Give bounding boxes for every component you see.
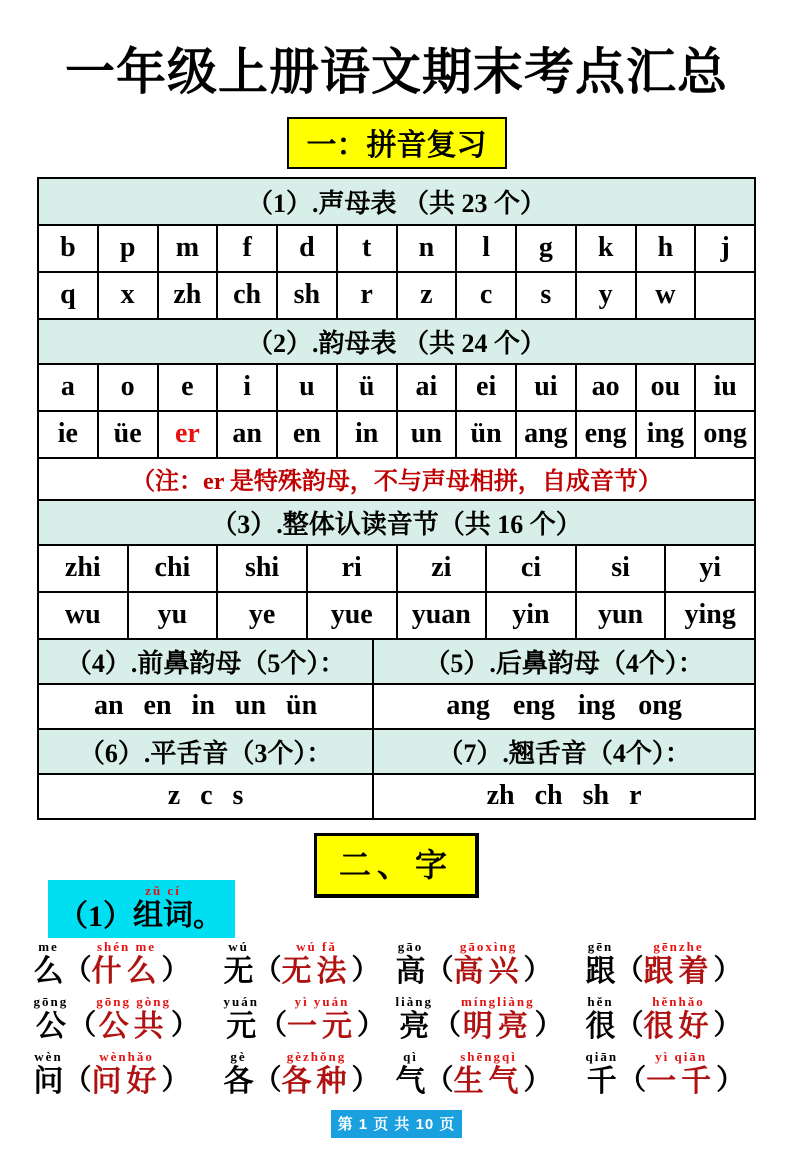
section-1-badge: 一：拼音复习 <box>287 117 507 169</box>
pinyin-cell: ri <box>306 546 396 591</box>
word-item <box>224 940 396 988</box>
pinyin-cell-er-highlight: er <box>157 412 217 457</box>
pinyin-cell: ü <box>336 365 396 410</box>
pinyin-cell: yin <box>485 593 575 638</box>
pinyin-cell: ai <box>396 365 456 410</box>
close-paren: ） <box>161 955 190 987</box>
prompt-char: 各 <box>223 1064 254 1098</box>
pinyin-cell: ong <box>694 412 754 457</box>
word-item <box>34 1050 224 1098</box>
tongue-values-row <box>39 773 754 818</box>
answer-pinyin: gēnzhe <box>653 938 704 954</box>
pinyin-cell: ye <box>216 593 306 638</box>
section-2-badge: 二、字 <box>314 833 479 898</box>
close-paren: ） <box>523 955 552 987</box>
answer-pinyin: yì qiān <box>655 1048 708 1064</box>
pinyin-cell: ci <box>485 546 575 591</box>
answer-word: 什么 <box>91 954 162 988</box>
flat-tongue-header: （6）.平舌音（3个）： <box>39 730 372 773</box>
close-paren: ） <box>351 955 380 987</box>
prompt-char: 问 <box>33 1064 64 1098</box>
pinyin-cell: y <box>575 273 635 318</box>
page-title: 一年级上册语文期末考点汇总 <box>65 44 728 100</box>
nasal-headers-row <box>39 638 754 683</box>
prompt-char: 高 <box>395 954 426 988</box>
open-paren: （ <box>425 955 454 987</box>
prompt-pinyin: gè <box>230 1048 247 1064</box>
prompt-char: 么 <box>33 954 64 988</box>
pinyin-cell: ün <box>455 412 515 457</box>
curled-tongue-header: （7）.翘舌音（4个）： <box>372 730 754 773</box>
prompt-char: 千 <box>586 1064 617 1098</box>
word-item <box>586 995 760 1043</box>
pinyin-cell: ang <box>515 412 575 457</box>
answer-word: 高兴 <box>453 954 524 988</box>
close-paren: ） <box>716 1065 745 1097</box>
close-paren: ） <box>713 1010 742 1042</box>
pinyin-cell: e <box>157 365 217 410</box>
open-paren: （ <box>63 955 92 987</box>
pinyin-cell: yi <box>664 546 754 591</box>
prompt-char: 亮 <box>399 1009 430 1043</box>
prompt-pinyin: liàng <box>395 993 433 1009</box>
flat-tongue-values: z c s <box>167 780 244 811</box>
open-paren: （ <box>615 955 644 987</box>
syllables-header: （3）.整体认读音节（共 16 个） <box>39 499 754 544</box>
word-item <box>396 1050 586 1098</box>
prompt-pinyin: gēn <box>587 938 614 954</box>
pinyin-cell: ei <box>455 365 515 410</box>
close-paren: ） <box>713 955 742 987</box>
close-paren: ） <box>356 1010 385 1042</box>
pinyin-cell: u <box>276 365 336 410</box>
pinyin-cell: üe <box>97 412 157 457</box>
close-paren: ） <box>161 1065 190 1097</box>
back-nasal-header: （5）.后鼻韵母（4个）： <box>372 640 754 683</box>
answer-word: 很好 <box>643 1009 714 1043</box>
pinyin-cell: r <box>336 273 396 318</box>
pinyin-cell: ie <box>57 418 78 449</box>
pinyin-cell: in <box>336 412 396 457</box>
pinyin-cell: m <box>157 226 217 271</box>
pinyin-cell: ch <box>216 273 276 318</box>
word-item <box>34 995 224 1043</box>
answer-word: 无法 <box>281 954 352 988</box>
pinyin-cell: i <box>216 365 276 410</box>
pinyin-cell: n <box>396 226 456 271</box>
answer-word: 明亮 <box>462 1009 533 1043</box>
pinyin-cell: q <box>60 279 76 310</box>
pinyin-cell: ou <box>635 365 695 410</box>
word-item <box>224 1050 396 1098</box>
pinyin-cell: c <box>455 273 515 318</box>
pinyin-cell: zh <box>157 273 217 318</box>
pinyin-cell: un <box>396 412 456 457</box>
worksheet-page <box>0 44 793 1166</box>
answer-word: 一千 <box>646 1064 717 1098</box>
curled-tongue-values: zh ch sh r <box>372 775 754 818</box>
prompt-pinyin: hěn <box>587 993 614 1009</box>
open-paren: （ <box>618 1065 647 1097</box>
nasal-values-row <box>39 683 754 728</box>
pinyin-cell: x <box>97 273 157 318</box>
word-formation-grid <box>34 940 760 1098</box>
pinyin-cell: j <box>694 226 754 271</box>
pinyin-cell: b <box>60 232 76 263</box>
open-paren: （ <box>258 1010 287 1042</box>
open-paren: （ <box>68 1010 97 1042</box>
pinyin-cell: p <box>97 226 157 271</box>
answer-word: 各种 <box>281 1064 352 1098</box>
prompt-pinyin: wèn <box>34 1048 63 1064</box>
pinyin-cell: shi <box>216 546 306 591</box>
finals-header: （2）.韵母表 （共 24 个） <box>39 318 754 363</box>
pinyin-cell: iu <box>694 365 754 410</box>
pinyin-cell: a <box>60 371 75 402</box>
answer-pinyin: wú fǎ <box>296 938 337 954</box>
answer-word: 生气 <box>453 1064 524 1098</box>
answer-word: 跟着 <box>643 954 714 988</box>
syllables-row-2 <box>39 591 754 638</box>
pinyin-cell: d <box>276 226 336 271</box>
prompt-char: 公 <box>35 1009 66 1043</box>
er-note: （注：er 是特殊韵母，不与声母相拼，自成音节） <box>39 457 754 499</box>
open-paren: （ <box>253 955 282 987</box>
word-item <box>396 940 586 988</box>
pinyin-cell: zhi <box>64 552 101 583</box>
answer-word: 问好 <box>91 1064 162 1098</box>
prompt-pinyin: me <box>38 938 59 954</box>
zuci-pinyin: zǔ cí <box>145 882 181 898</box>
close-paren: ） <box>534 1010 563 1042</box>
answer-pinyin: gèzhǒng <box>286 1048 347 1064</box>
front-nasal-header: （4）.前鼻韵母（5个）： <box>39 640 372 683</box>
answer-word: 一元 <box>286 1009 357 1043</box>
pinyin-cell: ing <box>635 412 695 457</box>
pinyin-cell: f <box>216 226 276 271</box>
subsection-zuci-label <box>48 880 235 938</box>
close-paren: ） <box>351 1065 380 1097</box>
subsection-number: （1） <box>58 899 133 933</box>
pinyin-cell: l <box>455 226 515 271</box>
pinyin-cell-empty <box>694 273 754 318</box>
finals-row-1 <box>39 363 754 410</box>
answer-pinyin: wènhǎo <box>99 1048 154 1064</box>
prompt-char: 跟 <box>585 954 616 988</box>
pinyin-cell: en <box>276 412 336 457</box>
pinyin-cell: wu <box>64 599 101 630</box>
open-paren: （ <box>615 1010 644 1042</box>
pinyin-cell: ao <box>575 365 635 410</box>
prompt-char: 很 <box>585 1009 616 1043</box>
close-paren: ） <box>170 1010 199 1042</box>
answer-pinyin: gōng gòng <box>96 993 171 1009</box>
open-paren: （ <box>63 1065 92 1097</box>
answer-pinyin: shén me <box>96 938 157 954</box>
prompt-pinyin: qì <box>403 1048 418 1064</box>
pinyin-cell: si <box>575 546 665 591</box>
answer-pinyin: gāoxìng <box>459 938 518 954</box>
pinyin-cell: k <box>575 226 635 271</box>
pinyin-cell: yue <box>306 593 396 638</box>
pinyin-cell: eng <box>575 412 635 457</box>
pinyin-table <box>37 177 756 820</box>
word-item <box>586 1050 760 1098</box>
answer-pinyin: míngliàng <box>460 993 535 1009</box>
pinyin-cell: w <box>635 273 695 318</box>
pinyin-cell: h <box>635 226 695 271</box>
pinyin-cell: an <box>216 412 276 457</box>
pinyin-cell: sh <box>276 273 336 318</box>
pinyin-cell: t <box>336 226 396 271</box>
open-paren: （ <box>432 1010 461 1042</box>
open-paren: （ <box>253 1065 282 1097</box>
initials-header: （1）.声母表 （共 23 个） <box>39 179 754 224</box>
zuci-word: 组词 <box>133 898 193 932</box>
back-nasal-values: ang eng ing ong <box>372 685 754 728</box>
open-paren: （ <box>425 1065 454 1097</box>
pinyin-cell: o <box>97 365 157 410</box>
pinyin-cell: yun <box>575 593 665 638</box>
prompt-pinyin: yuán <box>223 993 259 1009</box>
pinyin-cell: s <box>515 273 575 318</box>
pinyin-cell: g <box>515 226 575 271</box>
prompt-pinyin: qiān <box>585 1048 619 1064</box>
prompt-pinyin: wú <box>228 938 249 954</box>
pinyin-cell: yu <box>127 593 217 638</box>
prompt-char: 气 <box>395 1064 426 1098</box>
answer-word: 公共 <box>98 1009 169 1043</box>
pinyin-cell: z <box>396 273 456 318</box>
initials-row-1 <box>39 224 754 271</box>
prompt-char: 元 <box>226 1009 257 1043</box>
finals-row-2 <box>39 410 754 457</box>
initials-row-2 <box>39 271 754 318</box>
close-paren: ） <box>523 1065 552 1097</box>
prompt-pinyin: gāo <box>397 938 424 954</box>
pinyin-cell: ui <box>515 365 575 410</box>
pinyin-cell: zi <box>396 546 486 591</box>
page-number-badge: 第 1 页 共 10 页 <box>331 1110 463 1138</box>
word-item <box>34 940 224 988</box>
answer-pinyin: yì yuán <box>294 993 350 1009</box>
pinyin-cell: chi <box>127 546 217 591</box>
syllables-row-1 <box>39 544 754 591</box>
prompt-pinyin: gōng <box>33 993 69 1009</box>
answer-pinyin: hěnhǎo <box>652 993 705 1009</box>
answer-pinyin: shēngqì <box>460 1048 517 1064</box>
word-item <box>224 995 396 1043</box>
word-item <box>396 995 586 1043</box>
pinyin-cell: ying <box>664 593 754 638</box>
word-item <box>586 940 760 988</box>
subsection-period: 。 <box>193 899 223 933</box>
pinyin-cell: yuan <box>396 593 486 638</box>
tongue-headers-row <box>39 728 754 773</box>
front-nasal-values: an en in un ün <box>93 690 318 721</box>
prompt-char: 无 <box>223 954 254 988</box>
